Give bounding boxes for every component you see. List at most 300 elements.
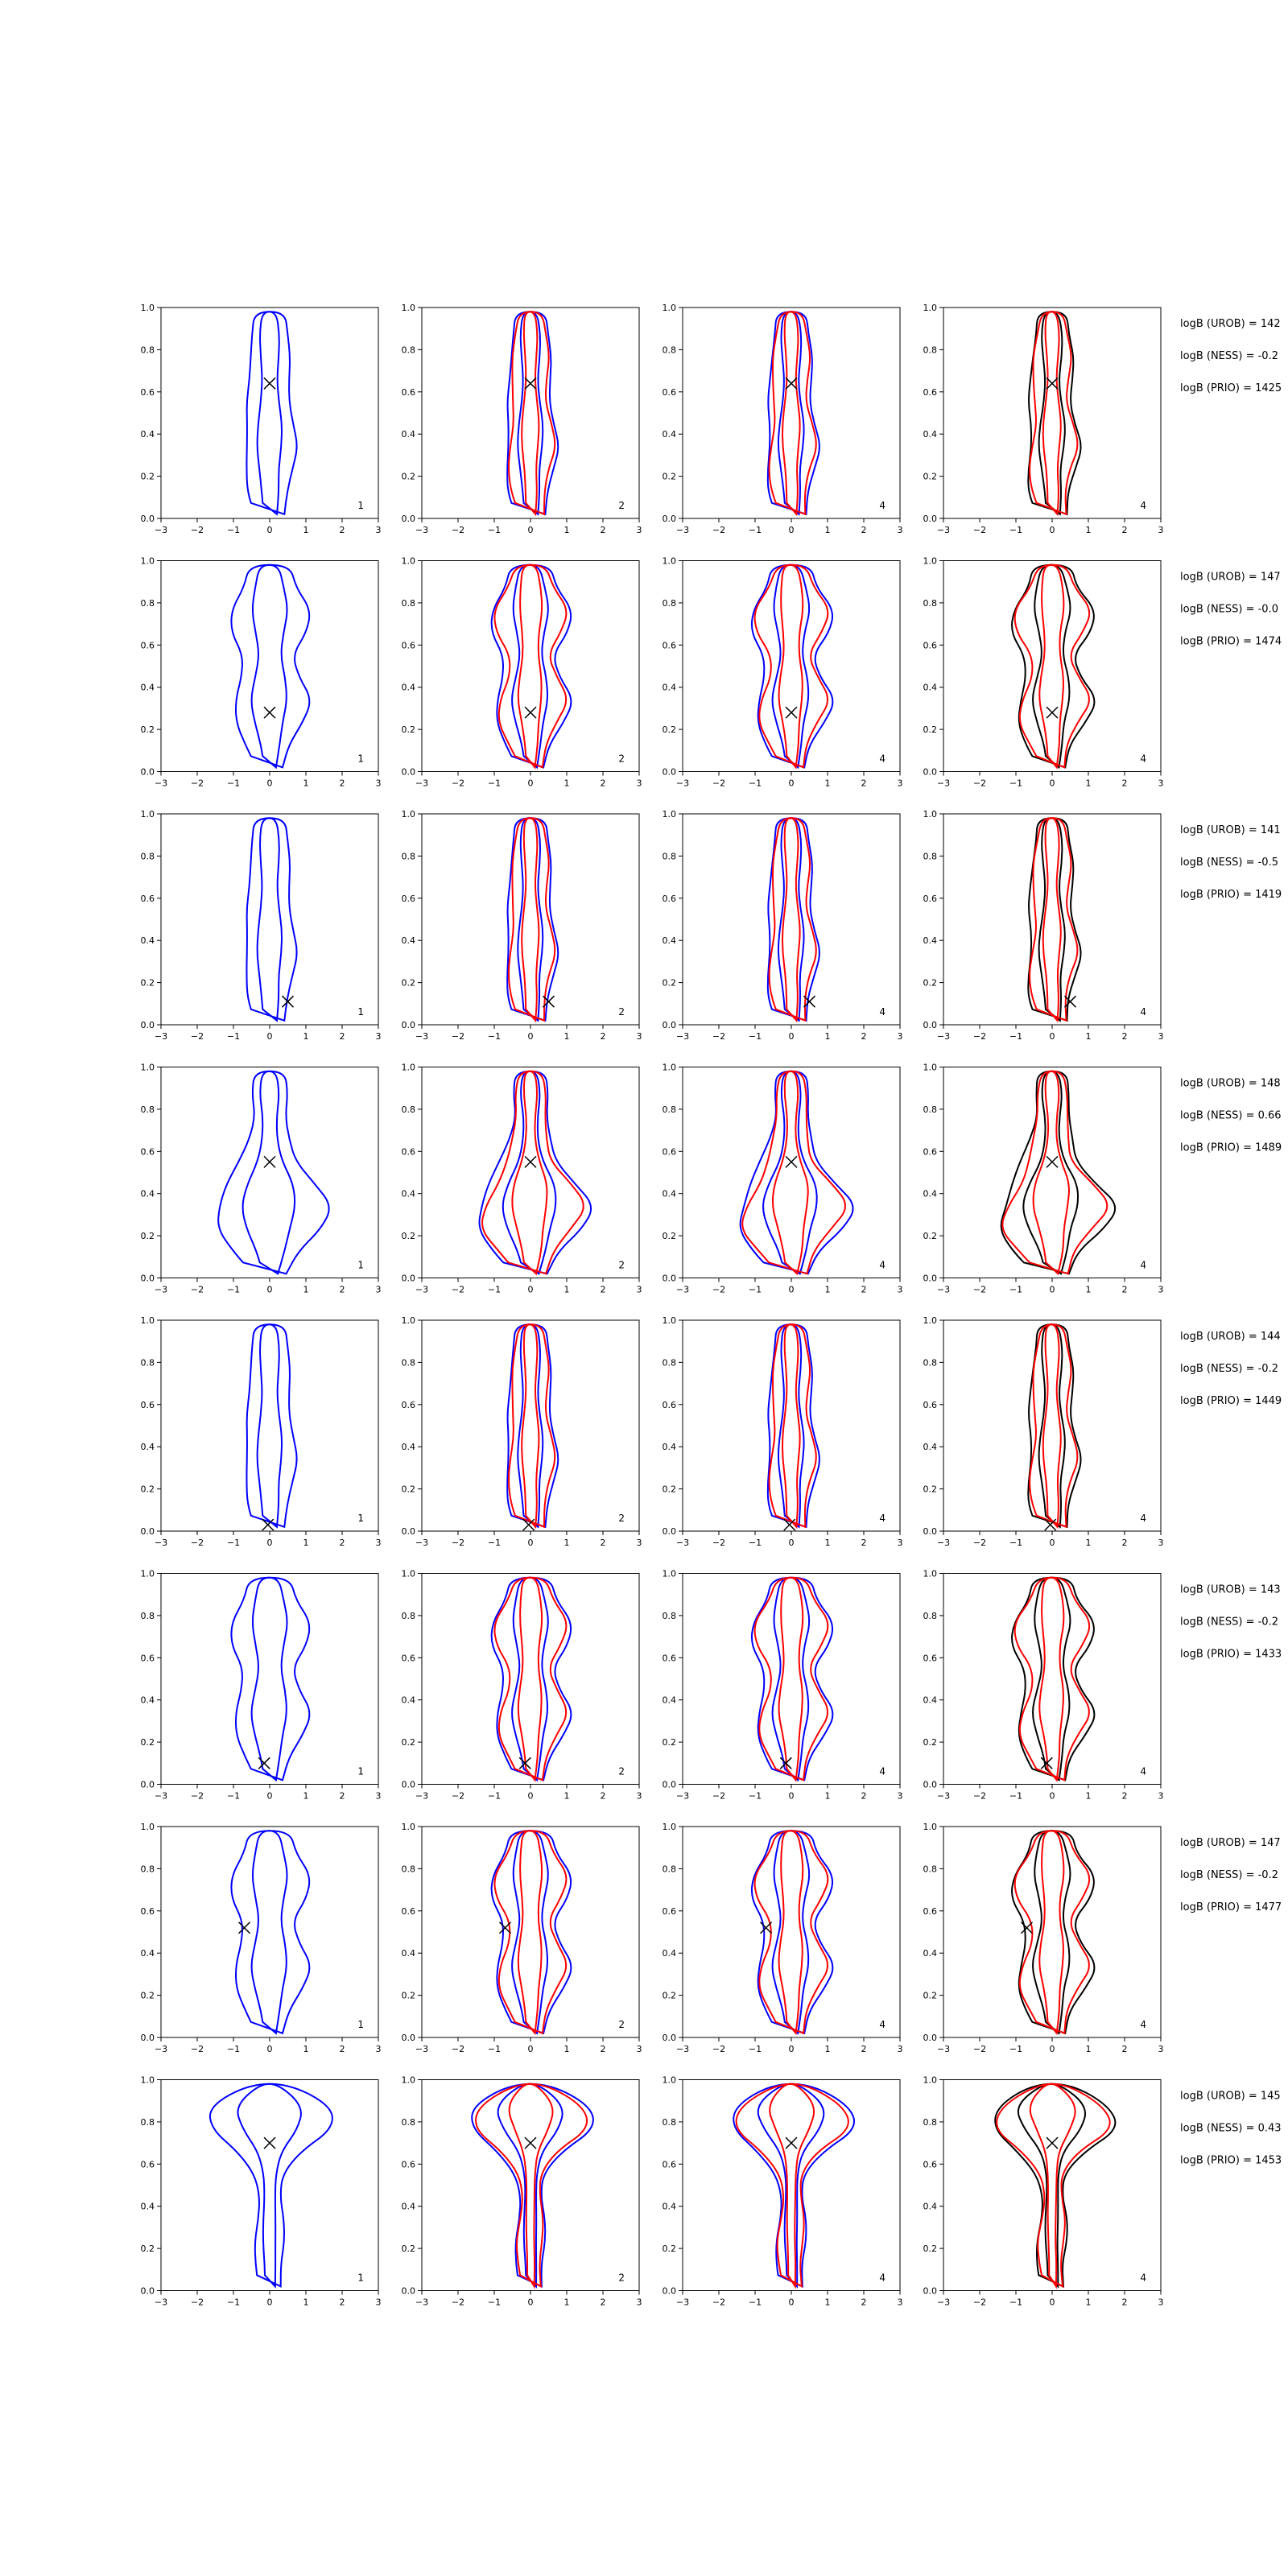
- y-tick-label: 0.4: [662, 1442, 676, 1453]
- y-tick-label: 0.2: [140, 724, 155, 736]
- contour-blue-level-2: [258, 818, 282, 1021]
- x-tick-label: 2: [339, 2297, 345, 2308]
- contour-red-level-1: [509, 818, 555, 1021]
- stats-text: logB (UROB) = 145: [1180, 2090, 1281, 2103]
- x-tick-label: −2: [451, 778, 465, 789]
- x-tick-label: −2: [451, 2297, 465, 2308]
- x-tick-label: 2: [600, 525, 606, 535]
- y-tick-label: 0.4: [140, 682, 155, 693]
- y-tick-label: 0.0: [923, 766, 937, 778]
- contour-red-level-2: [518, 1831, 542, 2033]
- panel-r2-c3: [663, 556, 903, 789]
- y-tick-label: 0.8: [923, 851, 937, 862]
- y-tick-label: 0.0: [401, 514, 415, 524]
- x-tick-label: −3: [415, 1538, 429, 1548]
- axes-frame: [683, 1320, 900, 1531]
- y-tick-label: 0.2: [923, 977, 937, 989]
- stats-text: logB (NESS) = -0.2: [1180, 1616, 1278, 1629]
- x-tick-label: 0: [266, 525, 273, 535]
- y-tick-label: 0.0: [140, 514, 155, 524]
- axes-frame: [683, 1827, 900, 2037]
- x-tick-label: −1: [1009, 2044, 1023, 2054]
- x-tick-label: 0: [266, 2044, 273, 2054]
- panel-r1-c4: [923, 303, 1164, 535]
- axes-frame: [683, 1067, 900, 1278]
- y-tick-label: 0.8: [662, 1104, 676, 1115]
- x-tick-label: −3: [154, 525, 168, 535]
- y-tick-label: 1.0: [923, 2074, 937, 2086]
- x-tick-label: −2: [190, 1031, 204, 1042]
- y-tick-label: 0.6: [923, 1399, 937, 1410]
- x-tick-label: 1: [303, 1538, 309, 1548]
- y-tick-label: 1.0: [662, 1568, 676, 1579]
- x-tick-label: 3: [897, 1284, 903, 1295]
- contour-red-level-2: [522, 818, 539, 1021]
- x-tick-label: −2: [190, 1284, 204, 1295]
- y-tick-label: 1.0: [140, 1315, 155, 1326]
- x-tick-label: 3: [375, 2044, 382, 2054]
- y-tick-label: 0.4: [923, 1948, 937, 1959]
- x-tick-label: 1: [303, 778, 309, 789]
- x-tick-label: 3: [897, 2044, 903, 2054]
- y-tick-label: 0.0: [662, 1273, 676, 1284]
- y-tick-label: 0.8: [923, 2116, 937, 2128]
- x-tick-label: −1: [748, 2044, 762, 2054]
- contour-group: [1012, 1831, 1094, 2033]
- y-tick-label: 0.8: [662, 1610, 676, 1621]
- stats-text: logB (PRIO) = 1474: [1180, 635, 1282, 648]
- x-tick-label: 1: [1085, 1031, 1092, 1042]
- contour-group: [1028, 1324, 1080, 1527]
- axes-frame: [422, 1067, 639, 1278]
- x-tick-label: 2: [600, 1284, 606, 1295]
- marker-x: [1022, 1922, 1033, 1934]
- contour-group: [768, 312, 819, 514]
- y-tick-label: 0.8: [401, 1610, 415, 1621]
- x-tick-label: −2: [451, 1538, 465, 1548]
- x-tick-label: 0: [1049, 525, 1055, 535]
- marker-x: [786, 2137, 797, 2149]
- x-tick-label: 2: [1121, 2297, 1128, 2308]
- x-tick-label: 1: [564, 778, 570, 789]
- y-tick-label: 0.6: [923, 386, 937, 398]
- y-tick-label: 0.8: [923, 1357, 937, 1368]
- panel-r8-c3: [663, 2075, 903, 2308]
- y-tick-label: 0.2: [140, 1737, 155, 1748]
- x-tick-label: −3: [675, 1538, 690, 1548]
- y-tick-label: 0.2: [401, 977, 415, 989]
- axes-frame: [943, 1827, 1161, 2037]
- y-tick-label: 0.6: [662, 386, 676, 398]
- y-tick-label: 0.6: [662, 640, 676, 651]
- y-tick-label: 0.0: [662, 2033, 676, 2043]
- y-tick-label: 0.4: [401, 1442, 415, 1453]
- contour-black-level-2: [1039, 1324, 1065, 1527]
- y-tick-label: 0.2: [401, 2244, 415, 2255]
- panel-label: 4: [879, 2019, 886, 2030]
- y-tick-label: 1.0: [923, 1315, 937, 1326]
- y-tick-label: 0.4: [662, 1695, 676, 1706]
- contour-blue-level-1: [733, 2084, 854, 2287]
- y-tick-label: 1.0: [401, 1062, 415, 1073]
- panel-label: 4: [879, 1006, 886, 1018]
- x-tick-label: −2: [972, 525, 987, 535]
- y-tick-label: 0.4: [923, 1695, 937, 1706]
- x-tick-label: 1: [564, 1538, 570, 1548]
- contour-red-level-2: [1039, 565, 1063, 768]
- x-tick-label: 2: [1121, 2044, 1128, 2054]
- axes-frame: [422, 1320, 639, 1531]
- x-tick-label: −2: [972, 2044, 987, 2054]
- x-tick-label: −3: [415, 1284, 429, 1295]
- x-tick-label: 3: [1158, 1284, 1164, 1295]
- panel-label: 4: [1140, 1259, 1146, 1271]
- marker-x: [525, 378, 536, 389]
- panel-label: 4: [879, 753, 886, 765]
- x-tick-label: 0: [1049, 2044, 1055, 2054]
- y-tick-label: 0.8: [401, 1104, 415, 1115]
- y-tick-label: 0.2: [401, 1737, 415, 1748]
- y-tick-label: 0.4: [140, 1442, 155, 1453]
- y-tick-label: 1.0: [923, 809, 937, 819]
- x-tick-label: −1: [748, 1031, 762, 1042]
- panel-r1-c1: [141, 303, 382, 535]
- x-tick-label: 2: [1121, 1790, 1128, 1802]
- x-tick-label: 2: [861, 2297, 867, 2308]
- x-tick-label: −2: [712, 1284, 726, 1295]
- y-tick-label: 0.6: [140, 893, 155, 904]
- x-tick-label: 3: [636, 525, 642, 535]
- x-tick-label: −1: [748, 2297, 762, 2308]
- x-tick-label: 1: [824, 2297, 831, 2308]
- x-tick-label: 0: [788, 1031, 795, 1042]
- stats-text: logB (NESS) = 0.66: [1180, 1109, 1282, 1122]
- y-tick-label: 0.4: [401, 1188, 415, 1199]
- contour-group: [246, 818, 296, 1021]
- y-tick-label: 0.0: [140, 766, 155, 778]
- panel-r2-c4: [923, 556, 1164, 789]
- x-tick-label: 3: [1158, 525, 1164, 535]
- y-tick-label: 0.8: [662, 597, 676, 609]
- axes-frame: [683, 814, 900, 1025]
- contour-red-level-2: [518, 565, 542, 768]
- x-tick-label: 0: [788, 2044, 795, 2054]
- x-tick-label: −1: [1009, 1031, 1023, 1042]
- y-tick-label: 0.8: [923, 1104, 937, 1115]
- y-tick-label: 0.2: [923, 1737, 937, 1748]
- y-tick-label: 0.8: [401, 1864, 415, 1875]
- contour-red-level-1: [997, 2084, 1110, 2287]
- y-tick-label: 0.2: [662, 1990, 676, 2001]
- y-tick-label: 0.6: [401, 1905, 415, 1917]
- panel-label: 4: [1140, 753, 1146, 765]
- panel-label: 2: [618, 1259, 625, 1271]
- y-tick-label: 0.0: [401, 1526, 415, 1537]
- x-tick-label: 1: [564, 525, 570, 535]
- y-tick-label: 0.2: [401, 471, 415, 482]
- y-tick-label: 1.0: [401, 809, 415, 819]
- stats-text: logB (UROB) = 147: [1180, 571, 1281, 584]
- x-tick-label: 1: [1085, 1538, 1092, 1548]
- axes-frame: [422, 1827, 639, 2037]
- panel-label: 1: [357, 1259, 364, 1271]
- y-tick-label: 1.0: [401, 1822, 415, 1832]
- x-tick-label: 1: [303, 525, 309, 535]
- x-tick-label: −3: [675, 2297, 690, 2308]
- panel-label: 4: [1140, 1513, 1146, 1524]
- x-tick-label: 2: [600, 1031, 606, 1042]
- panel-r8-c1: [141, 2075, 382, 2308]
- marker-x: [786, 707, 797, 718]
- x-tick-label: −1: [748, 1284, 762, 1295]
- x-tick-label: 2: [1121, 525, 1128, 535]
- x-tick-label: −1: [487, 1790, 502, 1802]
- y-tick-label: 0.0: [140, 1526, 155, 1537]
- x-tick-label: 2: [339, 1284, 345, 1295]
- y-tick-label: 0.6: [401, 386, 415, 398]
- y-tick-label: 0.8: [923, 1864, 937, 1875]
- x-tick-label: 3: [636, 1790, 642, 1802]
- x-tick-label: −3: [936, 2297, 951, 2308]
- y-tick-label: 1.0: [140, 2074, 155, 2086]
- axes-frame: [422, 1574, 639, 1785]
- contour-blue-level-1: [210, 2084, 332, 2287]
- x-tick-label: −2: [451, 1790, 465, 1802]
- x-tick-label: 0: [527, 778, 534, 789]
- y-tick-label: 0.6: [662, 1399, 676, 1410]
- y-tick-label: 0.8: [662, 1357, 676, 1368]
- y-tick-label: 0.6: [923, 2159, 937, 2170]
- y-tick-label: 0.2: [923, 1484, 937, 1495]
- axes-frame: [161, 1320, 378, 1531]
- x-tick-label: 1: [1085, 2044, 1092, 2054]
- x-tick-label: −1: [1009, 525, 1023, 535]
- stats-text: logB (NESS) = -0.2: [1180, 1363, 1278, 1375]
- x-tick-label: 1: [824, 1031, 831, 1042]
- x-tick-label: −3: [675, 525, 690, 535]
- contour-group: [492, 565, 572, 768]
- x-tick-label: 2: [1121, 778, 1128, 789]
- x-tick-label: 1: [1085, 525, 1092, 535]
- x-tick-label: 1: [303, 1031, 309, 1042]
- x-tick-label: −3: [936, 1538, 951, 1548]
- y-tick-label: 1.0: [401, 1315, 415, 1326]
- contour-blue-level-2: [778, 818, 804, 1021]
- x-tick-label: 2: [1121, 1538, 1128, 1548]
- x-tick-label: 0: [266, 1538, 273, 1548]
- x-tick-label: −3: [675, 778, 690, 789]
- contour-red-level-1: [737, 2084, 848, 2287]
- contour-red-level-2: [1043, 1324, 1061, 1527]
- contour-red-level-1: [509, 312, 555, 514]
- stats-text: logB (PRIO) = 1477: [1180, 1901, 1282, 1913]
- panel-label: 4: [1140, 1006, 1146, 1018]
- axes-frame: [683, 2080, 900, 2291]
- panel-label: 2: [618, 753, 625, 765]
- contour-group: [231, 1578, 309, 1781]
- x-tick-label: 0: [1049, 778, 1055, 789]
- stats-text: logB (PRIO) = 1453: [1180, 2154, 1282, 2167]
- y-tick-label: 0.2: [662, 977, 676, 989]
- stats-text: logB (PRIO) = 1433: [1180, 1648, 1282, 1661]
- x-tick-label: −2: [190, 778, 204, 789]
- contour-red-level-1: [742, 1071, 845, 1274]
- y-tick-label: 0.6: [923, 1146, 937, 1158]
- y-tick-label: 0.4: [923, 682, 937, 693]
- y-tick-label: 0.0: [923, 2033, 937, 2043]
- contour-red-level-2: [779, 1578, 803, 1781]
- y-tick-label: 0.6: [401, 2159, 415, 2170]
- x-tick-label: 0: [527, 1284, 534, 1295]
- contour-group: [507, 1324, 558, 1527]
- x-tick-label: −1: [1009, 1790, 1023, 1802]
- x-tick-label: −1: [487, 1284, 502, 1295]
- y-tick-label: 1.0: [662, 1315, 676, 1326]
- x-tick-label: −2: [712, 1031, 726, 1042]
- contour-red-level-2: [779, 1831, 803, 2033]
- y-tick-label: 0.2: [401, 724, 415, 736]
- x-tick-label: −1: [226, 1790, 241, 1802]
- y-tick-label: 0.4: [140, 1695, 155, 1706]
- x-tick-label: 0: [788, 778, 795, 789]
- contour-group: [752, 1831, 832, 2033]
- x-tick-label: 0: [266, 778, 273, 789]
- axes-frame: [161, 1574, 378, 1785]
- y-tick-label: 0.6: [401, 1146, 415, 1158]
- axes-frame: [683, 561, 900, 772]
- y-tick-label: 0.6: [401, 1653, 415, 1664]
- y-tick-label: 0.4: [401, 935, 415, 947]
- x-tick-label: −2: [712, 2297, 726, 2308]
- contour-group: [752, 565, 832, 768]
- x-tick-label: 0: [1049, 1538, 1055, 1548]
- x-tick-label: 3: [375, 1538, 382, 1548]
- panel-label: 1: [357, 2272, 364, 2284]
- axes-frame: [422, 2080, 639, 2291]
- y-tick-label: 0.6: [662, 1146, 676, 1158]
- contour-red-level-2: [773, 1071, 808, 1274]
- x-tick-label: 0: [788, 1538, 795, 1548]
- axes-frame: [943, 814, 1161, 1025]
- axes-frame: [161, 1827, 378, 2037]
- x-tick-label: −2: [712, 1538, 726, 1548]
- y-tick-label: 0.4: [662, 1948, 676, 1959]
- y-tick-label: 0.8: [140, 2116, 155, 2128]
- contour-blue-level-1: [231, 1831, 309, 2033]
- axes-frame: [161, 1067, 378, 1278]
- x-tick-label: −3: [154, 1031, 168, 1042]
- y-tick-label: 0.2: [662, 1231, 676, 1242]
- x-tick-label: −2: [190, 2044, 204, 2054]
- contour-black-level-2: [1039, 818, 1065, 1021]
- y-tick-label: 1.0: [923, 1062, 937, 1073]
- x-tick-label: 0: [527, 1790, 534, 1802]
- y-tick-label: 0.8: [140, 851, 155, 862]
- marker-x: [786, 1156, 797, 1167]
- x-tick-label: 0: [527, 1031, 534, 1042]
- x-tick-label: −3: [154, 1284, 168, 1295]
- contour-red-level-2: [518, 1578, 542, 1781]
- panel-r7-c3: [663, 1822, 903, 2054]
- y-tick-label: 0.0: [140, 1020, 155, 1030]
- y-tick-label: 0.6: [140, 1905, 155, 1917]
- y-tick-label: 1.0: [662, 809, 676, 819]
- y-tick-label: 0.6: [923, 1905, 937, 1917]
- contour-blue-level-2: [773, 1831, 810, 2033]
- x-tick-label: −1: [748, 1790, 762, 1802]
- y-tick-label: 0.0: [662, 1526, 676, 1537]
- panel-label: 2: [618, 2019, 625, 2030]
- x-tick-label: 1: [824, 1790, 831, 1802]
- x-tick-label: 1: [824, 2044, 831, 2054]
- y-tick-label: 0.0: [140, 2033, 155, 2043]
- x-tick-label: 0: [1049, 1790, 1055, 1802]
- y-tick-label: 0.0: [662, 1020, 676, 1030]
- panel-label: 2: [618, 2272, 625, 2284]
- x-tick-label: 3: [897, 1790, 903, 1802]
- y-tick-label: 0.2: [140, 1990, 155, 2001]
- y-tick-label: 0.8: [923, 345, 937, 356]
- y-tick-label: 0.8: [401, 2116, 415, 2128]
- marker-x: [264, 707, 275, 718]
- x-tick-label: −3: [936, 1031, 951, 1042]
- x-tick-label: −2: [972, 778, 987, 789]
- y-tick-label: 0.0: [923, 2285, 937, 2297]
- x-tick-label: −1: [487, 1538, 502, 1548]
- y-tick-label: 1.0: [401, 555, 415, 567]
- contour-blue-level-1: [472, 2084, 593, 2287]
- stats-text: logB (UROB) = 148: [1180, 1077, 1281, 1090]
- x-tick-label: −3: [675, 1284, 690, 1295]
- axes-frame: [943, 308, 1161, 518]
- marker-x: [525, 707, 536, 718]
- y-tick-label: 0.4: [923, 935, 937, 947]
- contour-group: [507, 818, 558, 1021]
- contour-black-level-2: [1023, 1071, 1078, 1274]
- x-tick-label: 1: [303, 1790, 309, 1802]
- axes-frame: [161, 814, 378, 1025]
- x-tick-label: −3: [936, 2044, 951, 2054]
- contour-blue-level-1: [246, 312, 296, 514]
- x-tick-label: 1: [564, 1790, 570, 1802]
- stats-text: logB (NESS) = -0.2: [1180, 350, 1278, 362]
- contour-red-level-1: [509, 1324, 555, 1527]
- x-tick-label: −3: [415, 1790, 429, 1802]
- y-tick-label: 0.8: [140, 1104, 155, 1115]
- y-tick-label: 0.0: [923, 1526, 937, 1537]
- contour-group: [210, 2084, 332, 2287]
- marker-x: [525, 1156, 536, 1167]
- x-tick-label: −3: [675, 1790, 690, 1802]
- contour-red-level-2: [782, 312, 800, 514]
- x-tick-label: −2: [451, 1284, 465, 1295]
- panel-label: 1: [357, 753, 364, 765]
- panel-label: 1: [357, 2019, 364, 2030]
- contour-blue-level-2: [238, 2084, 301, 2287]
- y-tick-label: 0.0: [401, 1779, 415, 1790]
- x-tick-label: −3: [154, 778, 168, 789]
- x-tick-label: 3: [636, 778, 642, 789]
- contour-red-level-2: [782, 1324, 800, 1527]
- contour-blue-level-2: [252, 565, 287, 768]
- contour-group: [246, 1324, 296, 1527]
- panel-r2-c1: [141, 556, 382, 789]
- x-tick-label: −3: [415, 1031, 429, 1042]
- panel-r3-c2: [402, 809, 642, 1042]
- y-tick-label: 0.6: [662, 1905, 676, 1917]
- y-tick-label: 0.8: [140, 345, 155, 356]
- axes-frame: [161, 561, 378, 772]
